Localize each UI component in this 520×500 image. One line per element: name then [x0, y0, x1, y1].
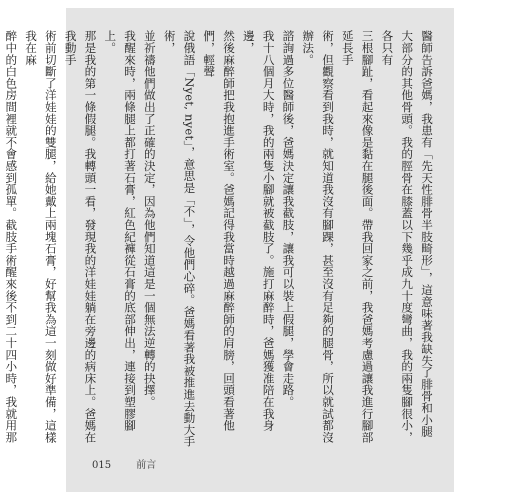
text-column: 術前切斷了洋娃娃的雙腿，給她戴上兩塊石膏，好幫我為這一刻做好準備，這樣我在麻 [24, 30, 58, 443]
page-footer [92, 456, 156, 471]
text-column: 並祈禱他們做出了正確的決定，因為他們知道這是一個無法逆轉的抉擇。 [142, 30, 157, 408]
page-number: 015 [92, 460, 112, 471]
text-column: 說俄語「Nyet, nyet」，意思是「不」，令他們心碎。爸媽看著我被推進去動大手術， [162, 30, 197, 448]
text-column: 然後麻醉師把我抱進手術室。爸媽記得我當時越過麻醉師的肩膀，回頭看著他們，輕聲 [202, 30, 237, 432]
text-column: 醉中的白色房間裡就不會感到孤單。截肢手術醒來後不到二十四小時，我就用那 [4, 30, 19, 443]
text-column: 諮詢過多位醫師後，爸媽決定讓我截肢，讓我可以裝上假腿，學會走路。 [281, 30, 296, 408]
text-column: 我十八個月大時，我的兩隻小腳就被截肢了。施打麻醉時，爸媽獲准陪在我身邊， [241, 30, 276, 432]
text-column: 醫師告訴爸媽，我患有「先天性腓骨半肢畸形」，這意味著我缺失了腓骨和小腿 [420, 30, 434, 438]
text-column: 術，但觀察看到我時，就知道我沒有腳踝，甚至沒有足夠的腿骨，所以就試都沒辦法。 [301, 30, 336, 443]
book-page [4, 8, 454, 492]
text-column: 大部分的其他骨頭。我的脛骨在膝蓋以下幾乎成九十度彎曲，我的兩隻腳很小，各只有 [380, 30, 415, 443]
text-column: 那是我的第一條假腿。我轉頭一看，發現我的洋娃娃躺在旁邊的病床上。爸媽在我動手 [63, 30, 98, 443]
text-column: 三根腳趾，看起來像是黏在腿後面。帶我回家之前，我爸媽考慮過讓我進行腳部延長手 [340, 30, 375, 443]
text-column: 我醒來時，兩條腿上都打著石膏，紅色紀褲從石膏的底部伸出，連接到塑膠腳上。 [103, 30, 138, 432]
section-title: 前言 [136, 460, 157, 471]
body-text [0, 30, 436, 450]
